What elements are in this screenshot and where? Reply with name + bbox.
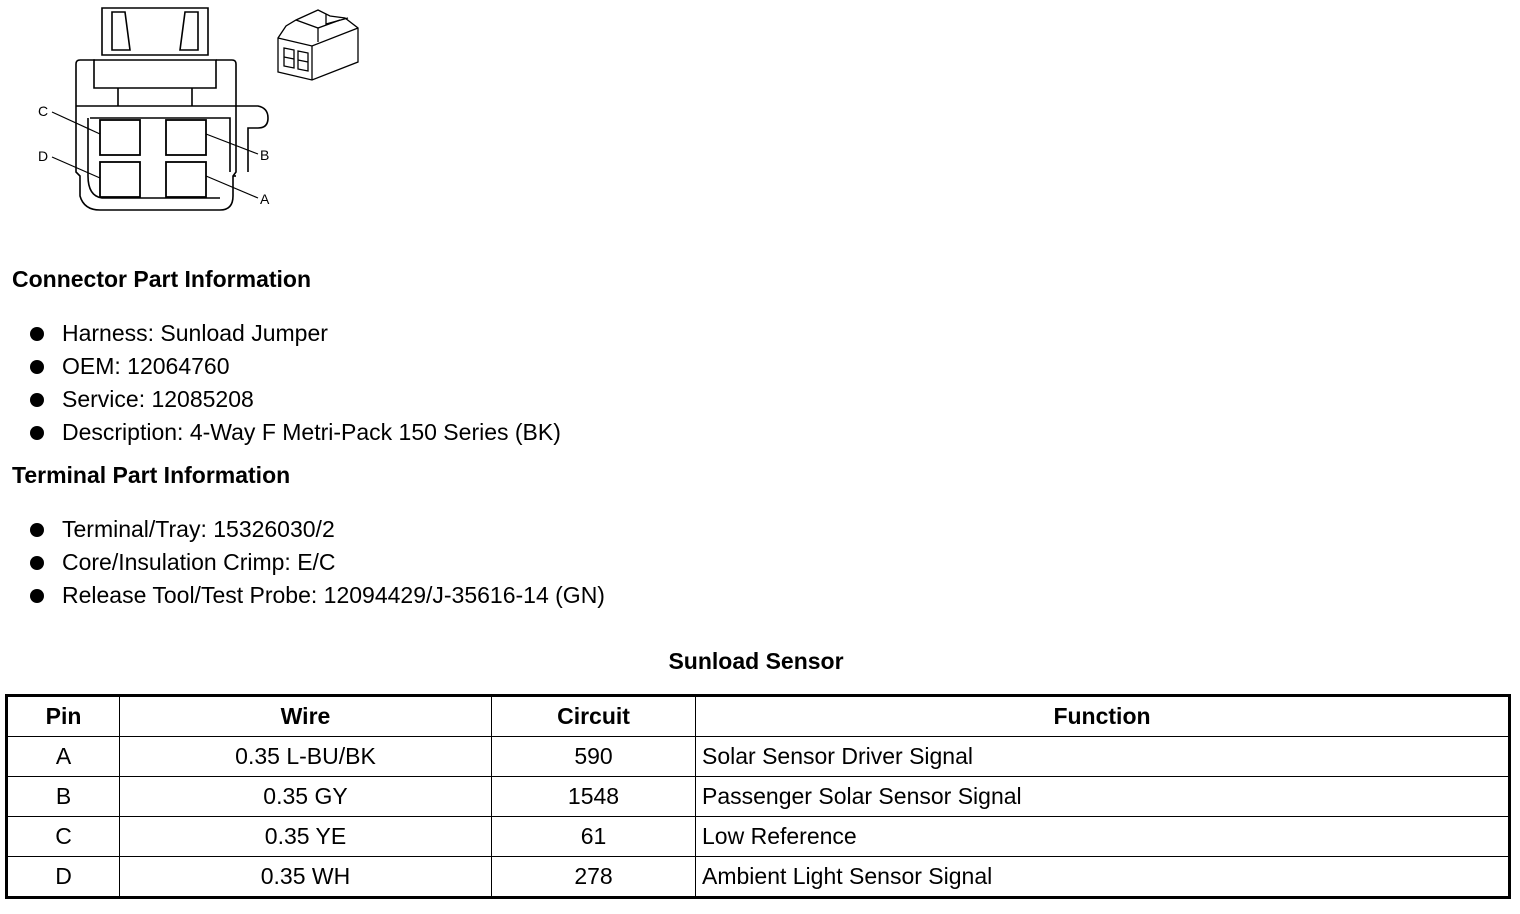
connector-latch (94, 8, 216, 106)
cell-pin: C (7, 817, 120, 857)
cell-wire: 0.35 YE (120, 817, 492, 857)
terminal-info-list (0, 513, 605, 612)
cell-circuit: 590 (492, 737, 696, 777)
table-row (7, 737, 1510, 777)
bullet-icon (30, 393, 44, 407)
connector-info-list (0, 317, 561, 449)
cell-wire: 0.35 WH (120, 857, 492, 898)
cell-function: Low Reference (696, 817, 1510, 857)
pinout-table (5, 694, 1511, 899)
cavity-c (100, 120, 140, 155)
cell-wire: 0.35 GY (120, 777, 492, 817)
connector-info-heading: Connector Part Information (12, 266, 312, 292)
pin-label-b: B (260, 147, 270, 163)
list-item: Core/Insulation Crimp: E/C (0, 546, 605, 579)
table-header-row (7, 696, 1510, 737)
bullet-icon (30, 589, 44, 603)
cell-wire: 0.35 L-BU/BK (120, 737, 492, 777)
terminal-info-heading: Terminal Part Information (12, 462, 291, 488)
cell-pin: D (7, 857, 120, 898)
cavity-a (166, 162, 206, 197)
connector-diagram (0, 0, 380, 225)
list-item: OEM: 12064760 (0, 350, 561, 383)
cell-function: Solar Sensor Driver Signal (696, 737, 1510, 777)
pin-label-d: D (38, 148, 49, 164)
connector-cavities (100, 120, 206, 197)
column-header-function: Function (696, 696, 1510, 737)
table-row (7, 817, 1510, 857)
cell-function: Ambient Light Sensor Signal (696, 857, 1510, 898)
bullet-icon (30, 360, 44, 374)
bullet-icon (30, 426, 44, 440)
table-row (7, 857, 1510, 898)
pin-leader-lines (52, 112, 258, 198)
cell-pin: A (7, 737, 120, 777)
table-title: Sunload Sensor (668, 648, 844, 674)
column-header-pin: Pin (7, 696, 120, 737)
cavity-b (166, 120, 206, 155)
list-item: Terminal/Tray: 15326030/2 (0, 513, 605, 546)
cell-circuit: 61 (492, 817, 696, 857)
cell-pin: B (7, 777, 120, 817)
pin-label-a: A (260, 191, 270, 207)
list-item: Description: 4-Way F Metri-Pack 150 Series (BK) (0, 416, 561, 449)
table-row (7, 777, 1510, 817)
column-header-wire: Wire (120, 696, 492, 737)
cell-function: Passenger Solar Sensor Signal (696, 777, 1510, 817)
bullet-icon (30, 556, 44, 570)
list-item: Service: 12085208 (0, 383, 561, 416)
list-item: Harness: Sunload Jumper (0, 317, 561, 350)
column-header-circuit: Circuit (492, 696, 696, 737)
bullet-icon (30, 523, 44, 537)
connector-body (76, 60, 268, 210)
connector-isometric-view (278, 10, 358, 80)
cavity-d (100, 162, 140, 197)
cell-circuit: 1548 (492, 777, 696, 817)
bullet-icon (30, 327, 44, 341)
cell-circuit: 278 (492, 857, 696, 898)
list-item: Release Tool/Test Probe: 12094429/J-35616-14 (GN) (0, 579, 605, 612)
pin-label-c: C (38, 103, 49, 119)
